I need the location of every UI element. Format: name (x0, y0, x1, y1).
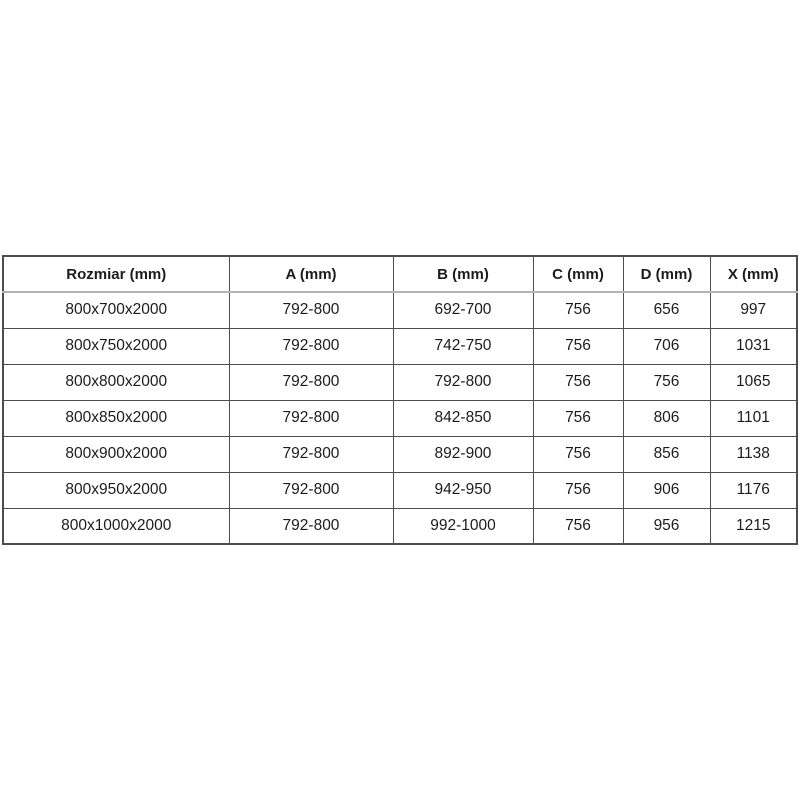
cell-b: 992-1000 (393, 508, 533, 544)
table-row (3, 328, 797, 364)
column-header-c: C (mm) (533, 256, 623, 292)
cell-x: 1065 (710, 364, 797, 400)
column-header-rozmiar: Rozmiar (mm) (3, 256, 229, 292)
cell-x: 1101 (710, 400, 797, 436)
cell-a: 792-800 (229, 472, 393, 508)
cell-a: 792-800 (229, 292, 393, 328)
cell-x: 1215 (710, 508, 797, 544)
cell-b: 792-800 (393, 364, 533, 400)
cell-c: 756 (533, 436, 623, 472)
column-header-b: B (mm) (393, 256, 533, 292)
cell-rozmiar: 800x900x2000 (3, 436, 229, 472)
column-header-d: D (mm) (623, 256, 710, 292)
column-header-a: A (mm) (229, 256, 393, 292)
cell-c: 756 (533, 400, 623, 436)
cell-a: 792-800 (229, 364, 393, 400)
cell-d: 906 (623, 472, 710, 508)
cell-rozmiar: 800x700x2000 (3, 292, 229, 328)
cell-x: 1031 (710, 328, 797, 364)
dimensions-table (2, 255, 798, 545)
cell-rozmiar: 800x800x2000 (3, 364, 229, 400)
cell-b: 942-950 (393, 472, 533, 508)
cell-d: 706 (623, 328, 710, 364)
dimensions-table-container (2, 255, 798, 545)
cell-d: 956 (623, 508, 710, 544)
cell-a: 792-800 (229, 436, 393, 472)
cell-a: 792-800 (229, 508, 393, 544)
cell-d: 806 (623, 400, 710, 436)
table-row (3, 364, 797, 400)
cell-c: 756 (533, 472, 623, 508)
cell-b: 842-850 (393, 400, 533, 436)
cell-x: 997 (710, 292, 797, 328)
cell-c: 756 (533, 292, 623, 328)
cell-x: 1176 (710, 472, 797, 508)
cell-c: 756 (533, 508, 623, 544)
cell-rozmiar: 800x850x2000 (3, 400, 229, 436)
cell-b: 742-750 (393, 328, 533, 364)
cell-rozmiar: 800x1000x2000 (3, 508, 229, 544)
cell-a: 792-800 (229, 400, 393, 436)
table-row (3, 292, 797, 328)
cell-c: 756 (533, 328, 623, 364)
cell-b: 692-700 (393, 292, 533, 328)
cell-d: 756 (623, 364, 710, 400)
cell-d: 656 (623, 292, 710, 328)
cell-b: 892-900 (393, 436, 533, 472)
table-row (3, 400, 797, 436)
table-row (3, 472, 797, 508)
column-header-x: X (mm) (710, 256, 797, 292)
cell-c: 756 (533, 364, 623, 400)
cell-a: 792-800 (229, 328, 393, 364)
cell-x: 1138 (710, 436, 797, 472)
table-row (3, 508, 797, 544)
cell-rozmiar: 800x950x2000 (3, 472, 229, 508)
cell-d: 856 (623, 436, 710, 472)
cell-rozmiar: 800x750x2000 (3, 328, 229, 364)
header-row (3, 256, 797, 292)
table-row (3, 436, 797, 472)
